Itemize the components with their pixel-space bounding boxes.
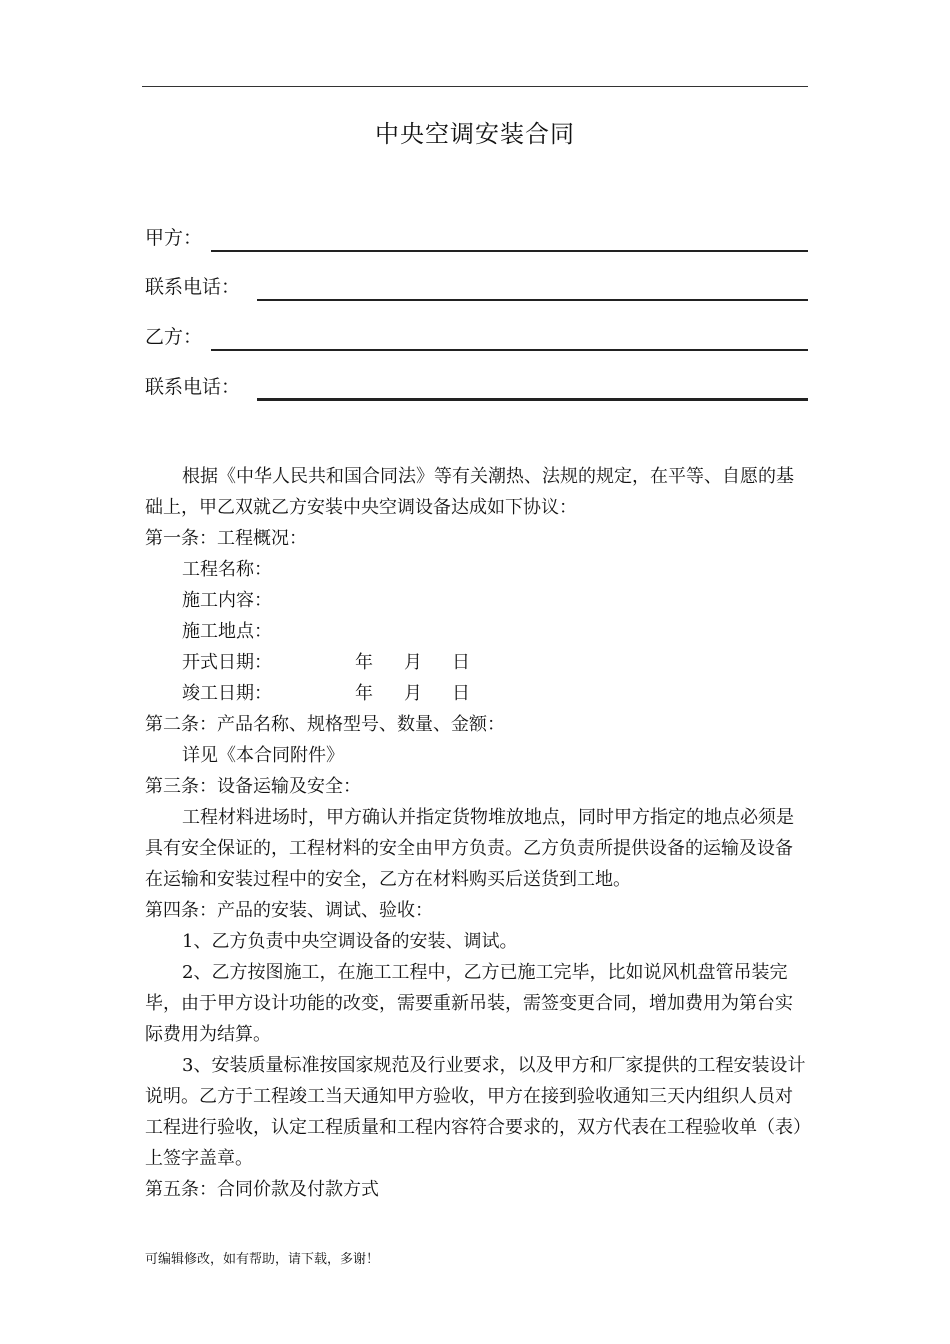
party-a-phone-label: 联系电话： <box>145 276 241 298</box>
construction-content-label: 施工内容： <box>182 590 272 611</box>
party-b-fill-line[interactable] <box>211 349 808 351</box>
start-date-row <box>145 647 808 678</box>
party-a-row <box>145 222 808 252</box>
party-b-phone-fill-line[interactable] <box>257 398 808 401</box>
footer-note: 可编辑修改，如有帮助，请下载，多谢！ <box>145 1252 380 1267</box>
article-4-heading: 第四条：产品的安装、调试、验收： <box>145 900 433 921</box>
end-date-label: 竣工日期： <box>182 683 272 704</box>
article-3-text: 工程材料进场时，甲方确认并指定货物堆放地点，同时甲方指定的地点必须是具有安全保证的，工程材料的安全由甲方负责。乙方负责所提供设备的运输及设备在运输和安装过程中的安全，乙方在材料购买后送货到工地。 <box>145 807 794 890</box>
start-year: 年 <box>355 652 373 673</box>
header-rule <box>142 86 808 87</box>
article-1-heading: 第一条：工程概况： <box>145 528 307 549</box>
article-2-text: 详见《本合同附件》 <box>182 745 344 766</box>
party-a-fill-line[interactable] <box>211 250 808 252</box>
start-day: 日 <box>452 652 470 673</box>
end-day: 日 <box>452 683 470 704</box>
contract-body <box>145 461 808 1205</box>
article-3-heading: 第三条：设备运输及安全： <box>145 776 361 797</box>
end-date-row <box>145 678 808 709</box>
article-2-heading: 第二条：产品名称、规格型号、数量、金额： <box>145 714 505 735</box>
party-a-phone-row <box>145 271 808 301</box>
party-b-phone-row <box>145 371 808 401</box>
party-a-label: 甲方： <box>145 227 203 249</box>
end-year: 年 <box>355 683 373 704</box>
party-b-phone-label: 联系电话： <box>145 376 241 398</box>
intro-paragraph: 根据《中华人民共和国合同法》等有关潮热、法规的规定，在平等、自愿的基础上，甲乙双就乙方安装中央空调设备达成如下协议： <box>145 466 794 518</box>
article-4-item-3: 3、安装质量标准按国家规范及行业要求，以及甲方和厂家提供的工程安装设计说明。乙方于工程竣工当天通知甲方验收，甲方在接到验收通知三天内组织人员对工程进行验收，认定工程质量和工程内容符合要求的，双方代表在工程验收单（表）上签字盖章。 <box>145 1055 806 1169</box>
party-b-row <box>145 321 808 351</box>
construction-location-label: 施工地点： <box>182 621 272 642</box>
article-4-item-1: 1、乙方负责中央空调设备的安装、调试。 <box>182 931 518 952</box>
document-title: 中央空调安装合同 <box>375 120 575 148</box>
start-month: 月 <box>404 652 422 673</box>
party-b-label: 乙方： <box>145 326 203 348</box>
end-month: 月 <box>404 683 422 704</box>
article-4-item-2: 2、乙方按图施工，在施工工程中，乙方已施工完毕，比如说风机盘管吊装完毕，由于甲方设计功能的改变，需要重新吊装，需签变更合同，增加费用为第台实际费用为结算。 <box>145 962 793 1045</box>
project-name-label: 工程名称： <box>182 559 272 580</box>
start-date-label: 开式日期： <box>182 652 272 673</box>
party-a-phone-fill-line[interactable] <box>257 299 808 301</box>
article-5-heading: 第五条：合同价款及付款方式 <box>145 1179 379 1200</box>
